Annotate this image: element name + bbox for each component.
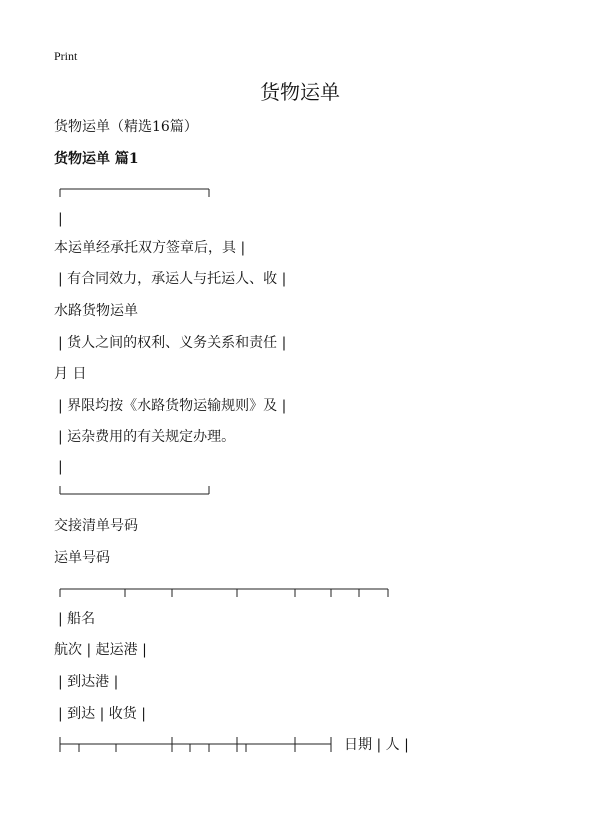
- box-line: 水路货物运单: [54, 303, 138, 319]
- box-line: |: [58, 459, 63, 475]
- document-title: 货物运单: [260, 80, 340, 104]
- print-link[interactable]: Print: [54, 49, 78, 63]
- box-line: 月 日: [54, 366, 87, 382]
- document-subtitle: 货物运单（精选16篇）: [54, 119, 198, 135]
- table-line: 航次 | 起运港 |: [54, 642, 147, 658]
- box-line: | 运杂费用的有关规定办理。: [58, 429, 236, 445]
- box-line: 本运单经承托双方签章后，具 |: [54, 240, 246, 256]
- box-line: |: [58, 211, 63, 227]
- waybill-number-label: 运单号码: [54, 550, 110, 566]
- table-line: | 船名: [58, 611, 96, 627]
- table-line: | 到达 | 收货 |: [58, 706, 146, 722]
- date-person-label: 日期 | 人 |: [344, 737, 409, 753]
- handover-number-label: 交接清单号码: [54, 518, 138, 534]
- box-line: | 货人之间的权利、义务关系和责任 |: [58, 335, 287, 351]
- section-heading: 货物运单 篇1: [54, 151, 139, 167]
- box-line: | 有合同效力，承运人与托运人、收 |: [58, 271, 287, 287]
- table-line: | 到达港 |: [58, 674, 119, 690]
- box-line: | 界限均按《水路货物运输规则》及 |: [58, 398, 287, 414]
